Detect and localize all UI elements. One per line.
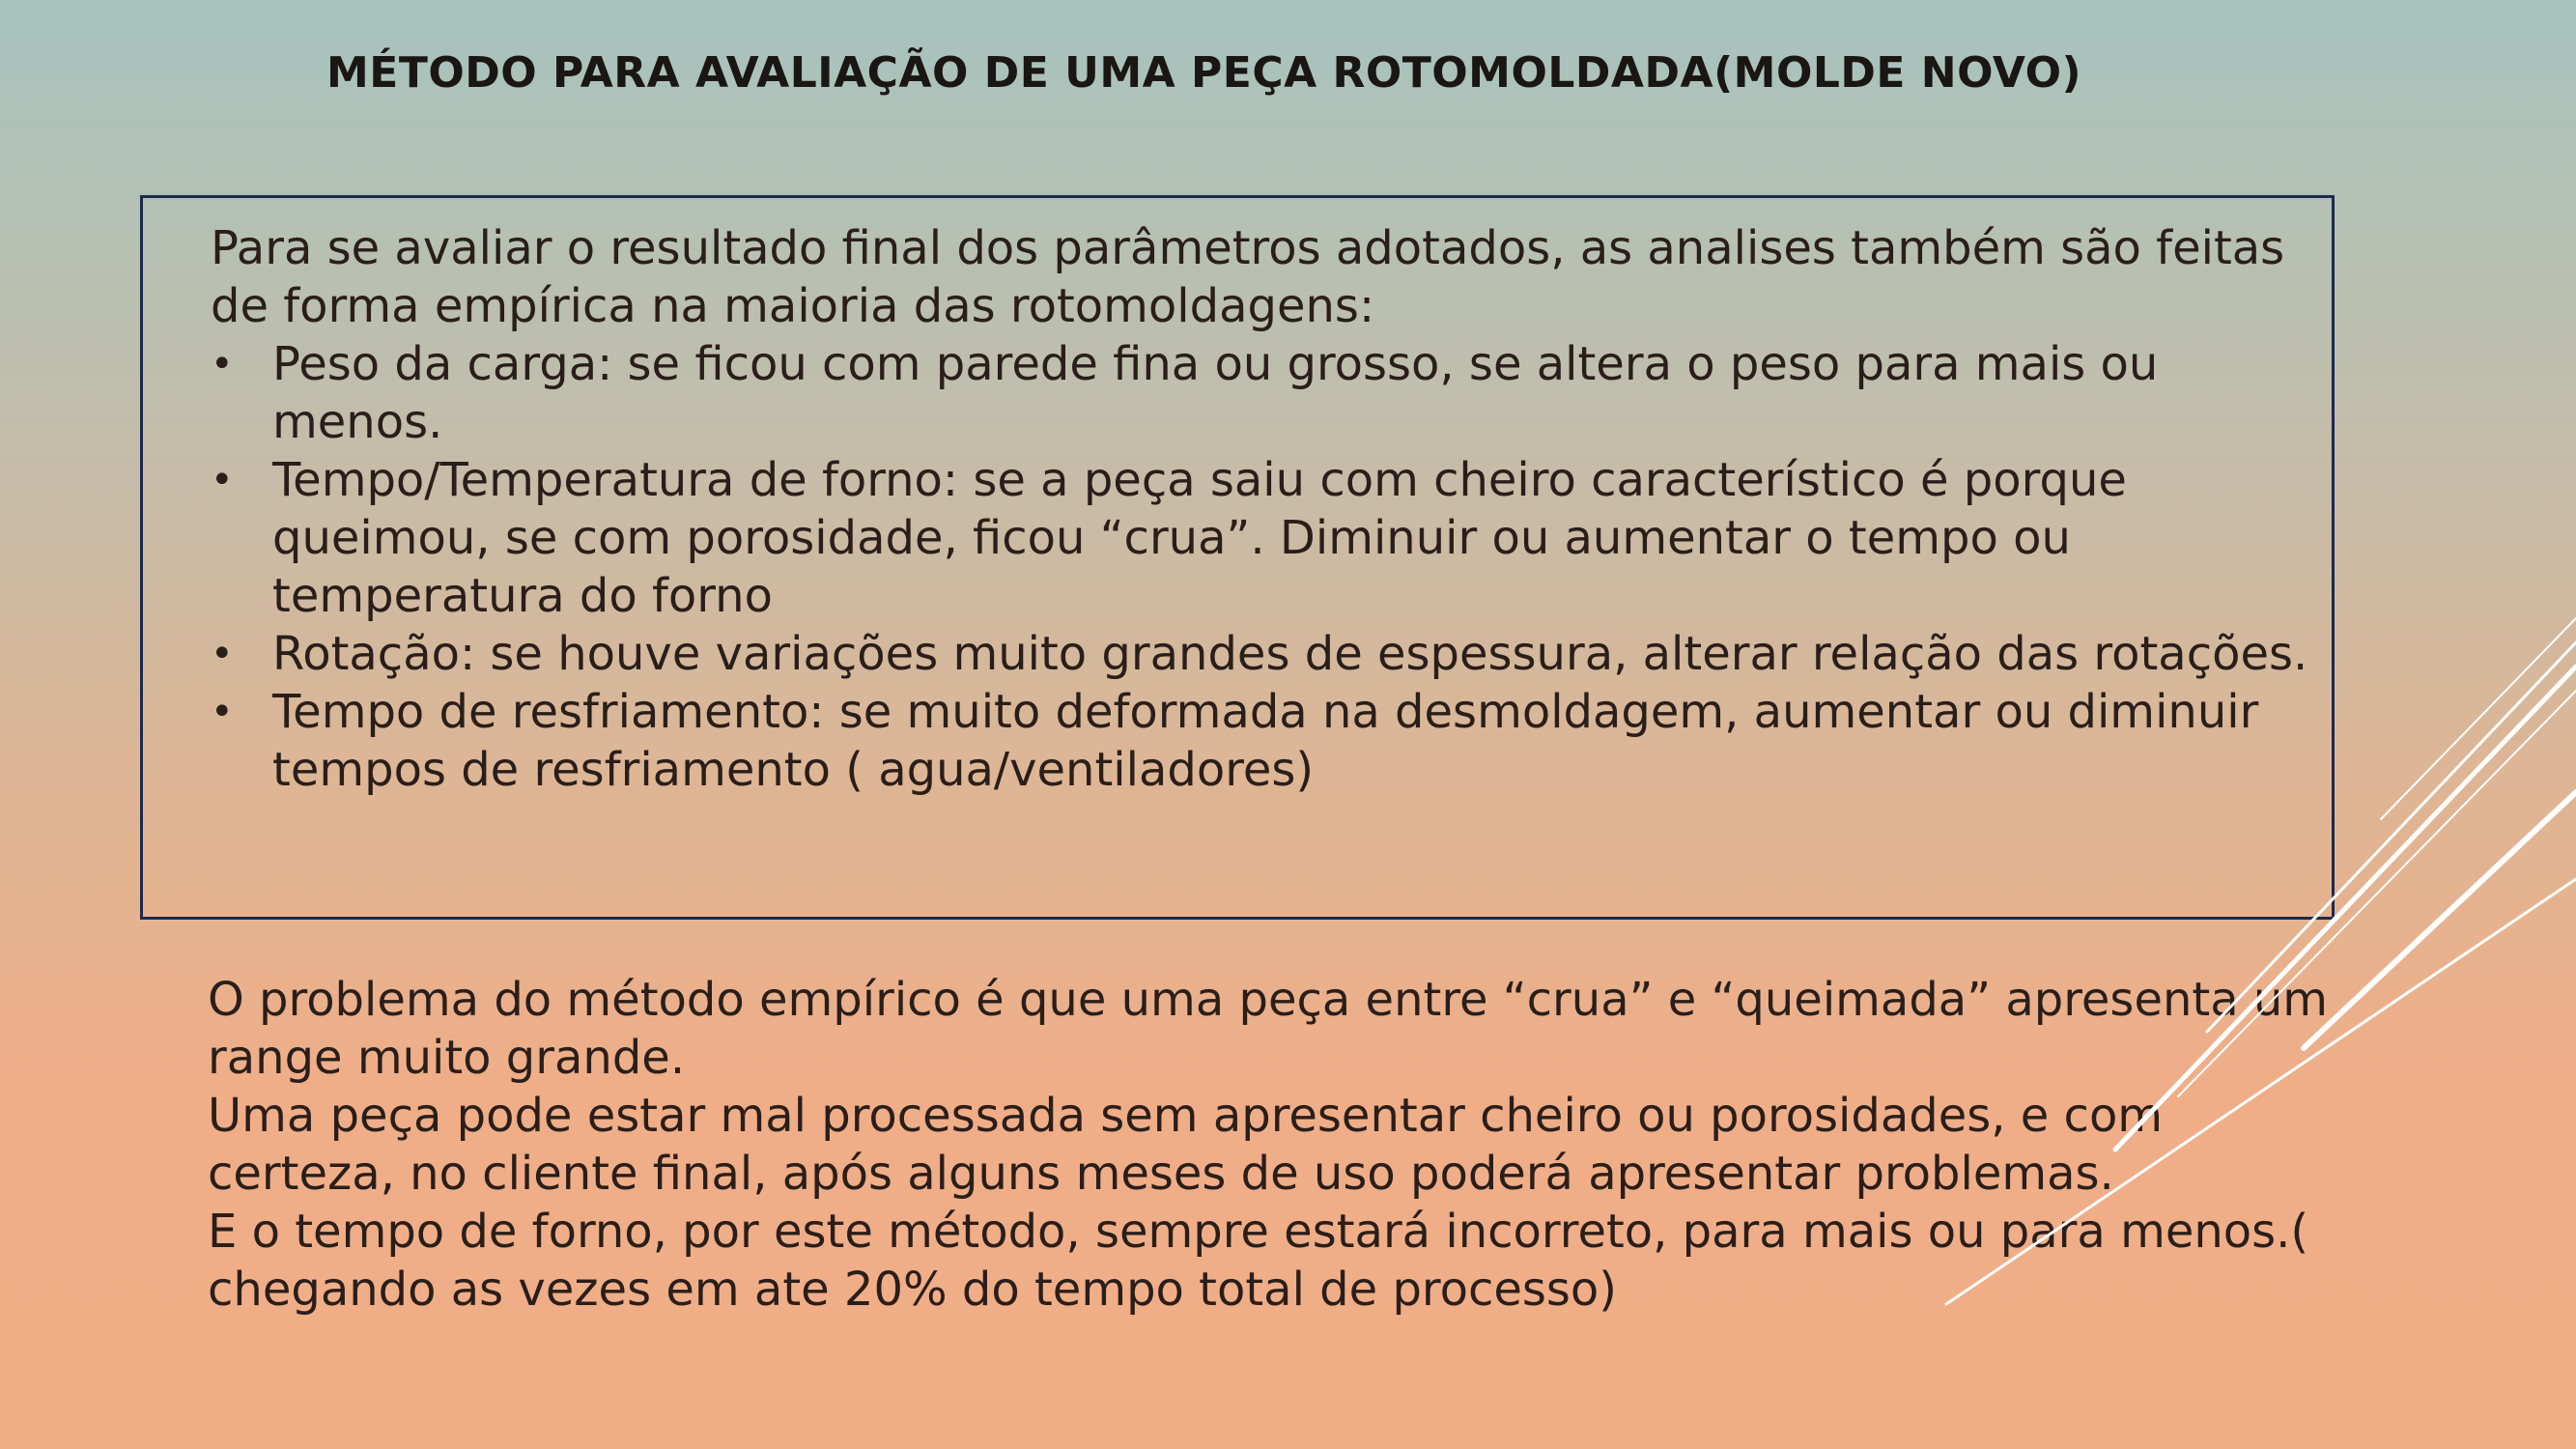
- bullet-dot-icon: •: [211, 458, 234, 502]
- bullet-dot-icon: •: [211, 632, 234, 676]
- bullet-item-peso: [211, 335, 2326, 451]
- bullet-dot-icon: •: [211, 342, 234, 386]
- bullet-text: Tempo de resfriamento: se muito deformada na desmoldagem, aumentar ou diminuir tempos de resfriamento ( agua/ventiladores): [272, 685, 2259, 797]
- slide-title: MÉTODO PARA AVALIAÇÃO DE UMA PEÇA ROTOMOLDADA(MOLDE NOVO): [326, 48, 2082, 98]
- deco-line: [2115, 667, 2576, 1150]
- paragraph-problema: O problema do método empírico é que uma peça entre “crua” e “queimada” apresenta um range muito grande.: [208, 973, 2329, 1085]
- bullet-text: Rotação: se houve variações muito grandes de espessura, alterar relação das rotações.: [272, 627, 2308, 681]
- paragraph-tempo-forno: E o tempo de forno, por este método, sempre estará incorreto, para mais ou para menos.( chegando as vezes em ate 20% do tempo total de processo): [208, 1205, 2309, 1317]
- deco-line: [1946, 879, 2576, 1304]
- bullet-dot-icon: •: [211, 690, 234, 734]
- intro-text: Para se avaliar o resultado final dos parâmetros adotados, as analises também são feitas de forma empírica na maioria das rotomoldagens:: [211, 221, 2285, 333]
- deco-line: [2207, 642, 2576, 1032]
- bullet-text: Peso da carga: se ficou com parede fina ou grosso, se altera o peso para mais ou menos.: [272, 337, 2159, 449]
- paragraph-processada: Uma peça pode estar mal processada sem apresentar cheiro ou porosidades, e com certeza, no cliente final, após alguns meses de uso poderá apresentar problemas.: [208, 1089, 2164, 1201]
- deco-line: [2178, 691, 2576, 1096]
- bullet-text: Tempo/Temperatura de forno: se a peça saiu com cheiro característico é porque queimou, se com porosidade, ficou “crua”. Diminuir ou aumentar o tempo ou temperatura do forno: [272, 453, 2127, 623]
- diagonal-lines-decoration-icon: [1912, 599, 2576, 1333]
